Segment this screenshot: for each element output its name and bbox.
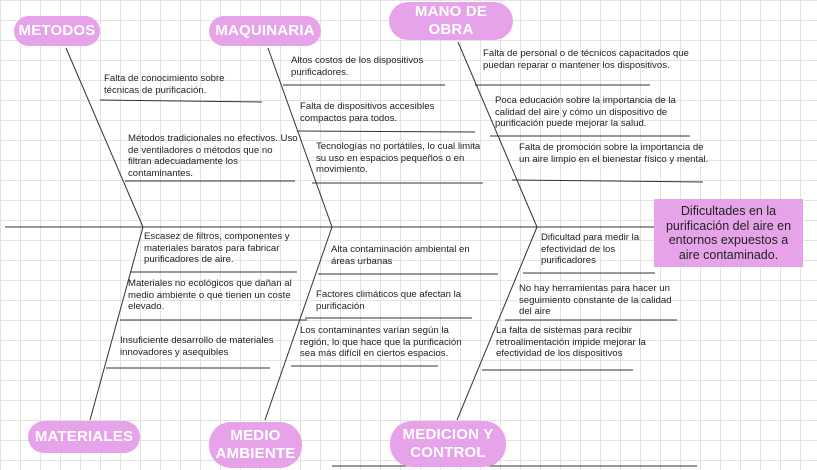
rib-mano-3 xyxy=(512,180,703,182)
cause-metodos-1: Falta de conocimiento sobre técnicas de purificación. xyxy=(104,73,225,96)
category-materiales: MATERIALES xyxy=(28,421,140,453)
cause-mano-de-obra-2: Poca educación sobre la importancia de la calidad del aire y cómo un dispositivo de purificación puede mejorar la salud. xyxy=(495,95,676,130)
category-metodos: METODOS xyxy=(14,16,100,46)
rib-metodos-1 xyxy=(100,100,262,102)
cause-maquinaria-1: Altos costos de los dispositivos purificadores. xyxy=(291,55,424,78)
cause-medicion-control-3: La falta de sistemas para recibir retroalimentación impide mejorar la efectividad de los dispositivos xyxy=(496,325,646,360)
cause-metodos-2: Métodos tradicionales no efectivos. Uso de ventiladores o métodos que no filtran adecuadamente los contaminantes. xyxy=(128,133,298,179)
cause-materiales-1: Escasez de filtros, componentes y materiales baratos para fabricar purificadores de aire. xyxy=(144,231,290,266)
cause-mano-de-obra-3: Falta de promoción sobre la importancia de un aire limpio en el bienestar físico y mental. xyxy=(519,142,709,165)
cause-materiales-2: Materiales no ecológicos que dañan al medio ambiente o que tienen un coste elevado. xyxy=(128,278,292,313)
category-mano-de-obra: MANO DE OBRA xyxy=(389,2,513,40)
cause-medio-ambiente-3: Los contaminantes varían según la región, lo que hace que la purificación sea más difícil en ciertos espacios. xyxy=(300,325,462,360)
effect-box: Dificultades en la purificación del aire en entornos expuestos a aire contaminado. xyxy=(654,199,803,267)
cause-maquinaria-3: Tecnologías no portátiles, lo cual limita su uso en espacios pequeños o en movimiento. xyxy=(316,141,481,176)
cause-medio-ambiente-1: Alta contaminación ambiental en áreas urbanas xyxy=(331,244,470,267)
bone-materiales xyxy=(90,227,143,420)
category-medio-ambiente: MEDIO AMBIENTE xyxy=(209,422,302,468)
category-maquinaria: MAQUINARIA xyxy=(209,16,321,46)
cause-materiales-3: Insuficiente desarrollo de materiales innovadores y asequibles xyxy=(120,335,274,358)
cause-medio-ambiente-2: Factores climáticos que afectan la purificación xyxy=(316,289,462,312)
cause-medicion-control-2: No hay herramientas para hacer un seguimiento constante de la calidad del aire xyxy=(519,283,672,318)
cause-maquinaria-2: Falta de dispositivos accesibles compactos para todos. xyxy=(300,101,435,124)
cause-mano-de-obra-1: Falta de personal o de técnicos capacitados que puedan reparar o mantener los dispositivos. xyxy=(483,48,689,71)
cause-medicion-control-1: Dificultad para medir la efectividad de los purificadores xyxy=(541,232,640,267)
rib-maquinaria-2 xyxy=(297,131,475,132)
category-medicion-control: MEDICION Y CONTROL xyxy=(390,421,506,467)
